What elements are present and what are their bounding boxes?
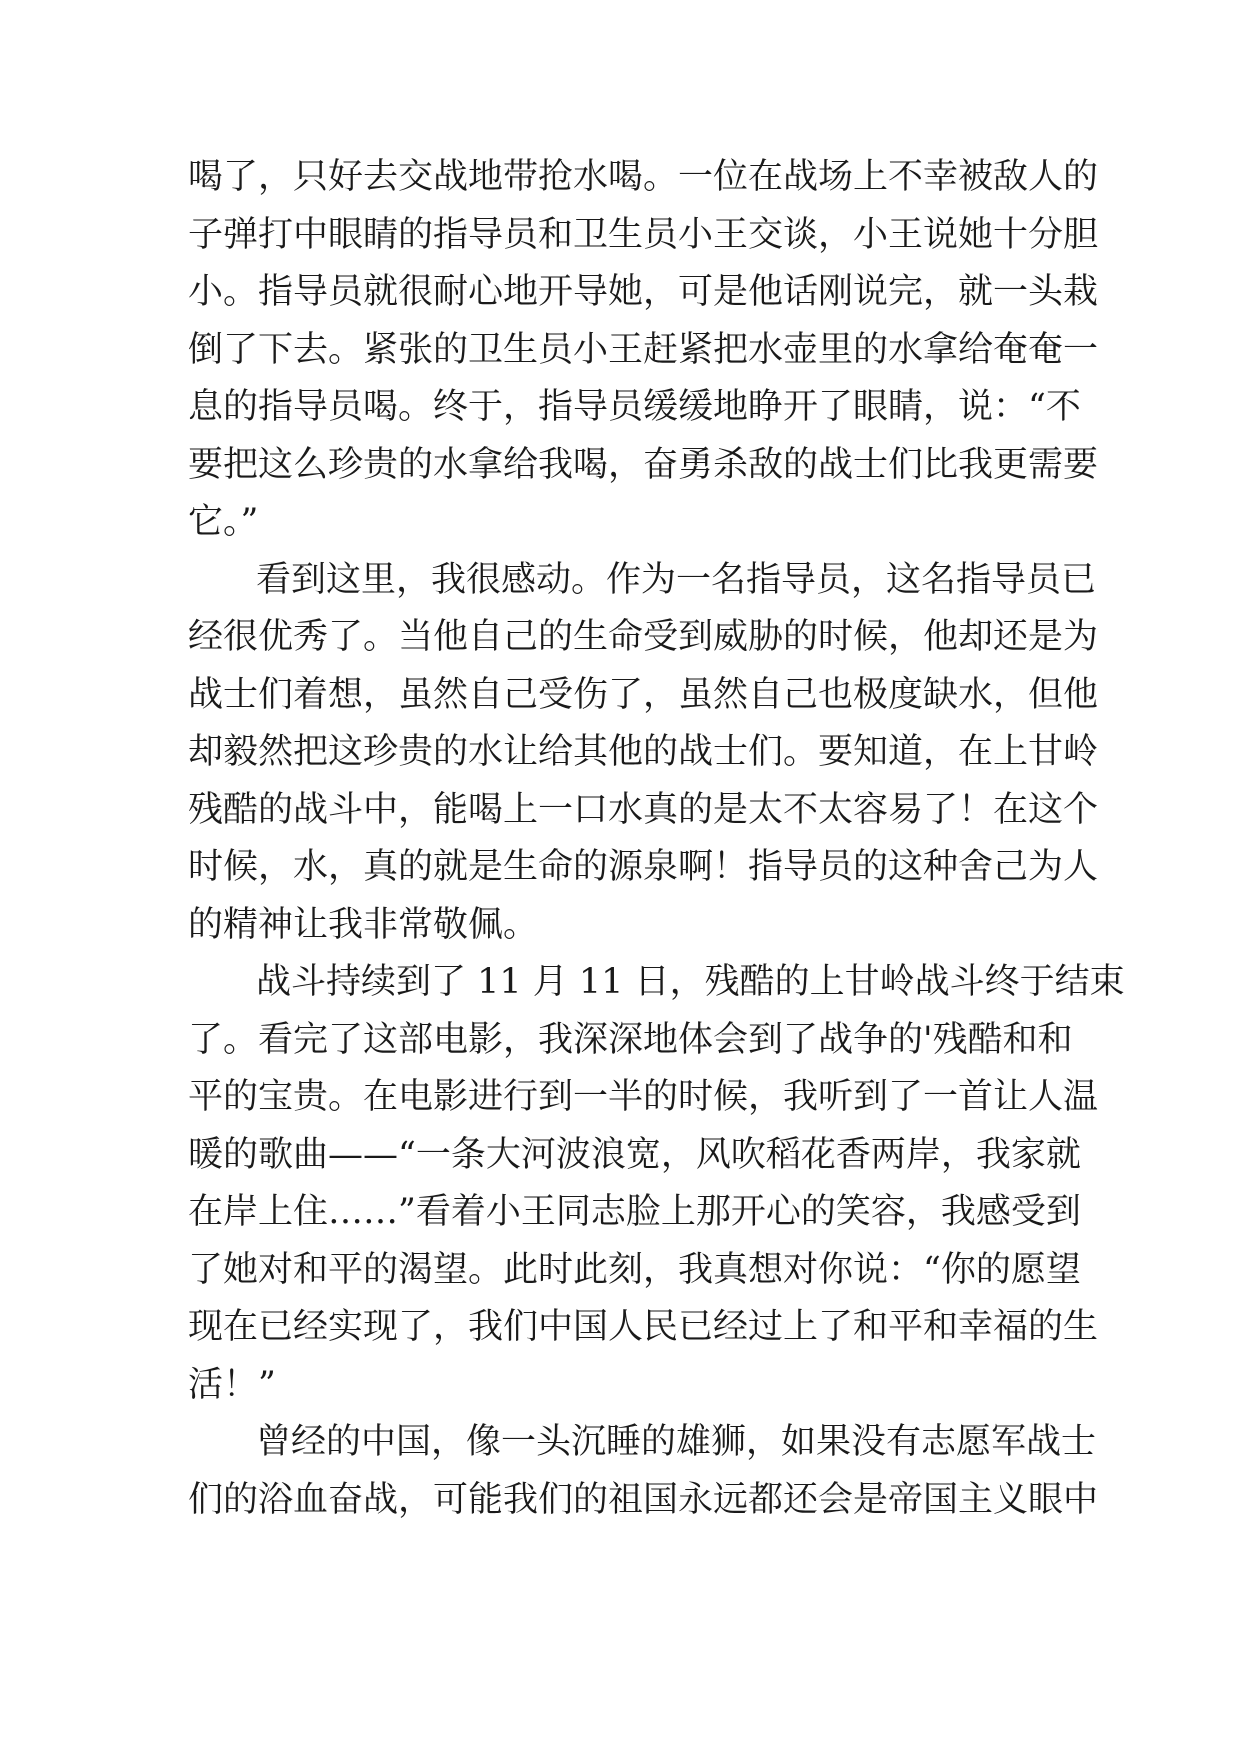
text-line: 战士们着想，虽然自己受伤了，虽然自己也极度缺水，但他 (188, 674, 1099, 715)
text-line: 要把这么珍贵的水拿给我喝，奋勇杀敌的战士们比我更需要 (188, 444, 1099, 485)
text-line: 经很优秀了。当他自己的生命受到威胁的时候，他却还是为 (188, 617, 1099, 657)
text-line: 子弹打中眼睛的指导员和卫生员小王交谈，小王说她十分胆 (188, 214, 1099, 255)
text-line: 曾经的中国，像一头沉睡的雄狮，如果没有志愿军战士 (256, 1422, 1097, 1462)
text-line: 了她对和平的渴望。此时此刻，我真想对你说：“你的愿望 (188, 1249, 1081, 1290)
text-line: 暖的歌曲——“一条大河波浪宽，风吹稻花香两岸，我家就 (188, 1134, 1081, 1175)
text-line: 息的指导员喝。终于，指导员缓缓地睁开了眼睛，说：“不 (188, 387, 1081, 427)
text-line: 现在已经实现了，我们中国人民已经过上了和平和幸福的生 (188, 1307, 1099, 1347)
text-line: 喝了，只好去交战地带抢水喝。一位在战场上不幸被敌人的 (188, 157, 1099, 197)
text-line: 活！” (188, 1364, 276, 1405)
text-line: 了。看完了这部电影，我深深地体会到了战争的'残酷和和 (188, 1019, 1073, 1060)
text-line: 倒了下去。紧张的卫生员小王赶紧把水壶里的水拿给奄奄一 (188, 329, 1099, 370)
text-line: 小。指导员就很耐心地开导她，可是他话刚说完，就一头栽 (188, 272, 1099, 312)
text-line: 它。” (188, 502, 259, 542)
text-line: 们的浴血奋战，可能我们的祖国永远都还会是帝国主义眼中 (188, 1479, 1099, 1520)
text-line: 看到这里，我很感动。作为一名指导员，这名指导员已 (256, 559, 1097, 600)
text-line: 在岸上住……”看着小王同志脸上那开心的笑容，我感受到 (188, 1192, 1081, 1232)
text-line: 残酷的战斗中，能喝上一口水真的是太不太容易了！在这个 (188, 789, 1099, 830)
text-line: 平的宝贵。在电影进行到一半的时候，我听到了一首让人温 (188, 1077, 1099, 1117)
text-line: 的精神让我非常敬佩。 (188, 904, 539, 945)
text-line: 却毅然把这珍贵的水让给其他的战士们。要知道，在上甘岭 (188, 732, 1099, 772)
text-line: 战斗持续到了 11 月 11 日，残酷的上甘岭战斗终于结束 (256, 962, 1125, 1002)
text-line: 时候，水，真的就是生命的源泉啊！指导员的这种舍己为人 (188, 847, 1099, 887)
